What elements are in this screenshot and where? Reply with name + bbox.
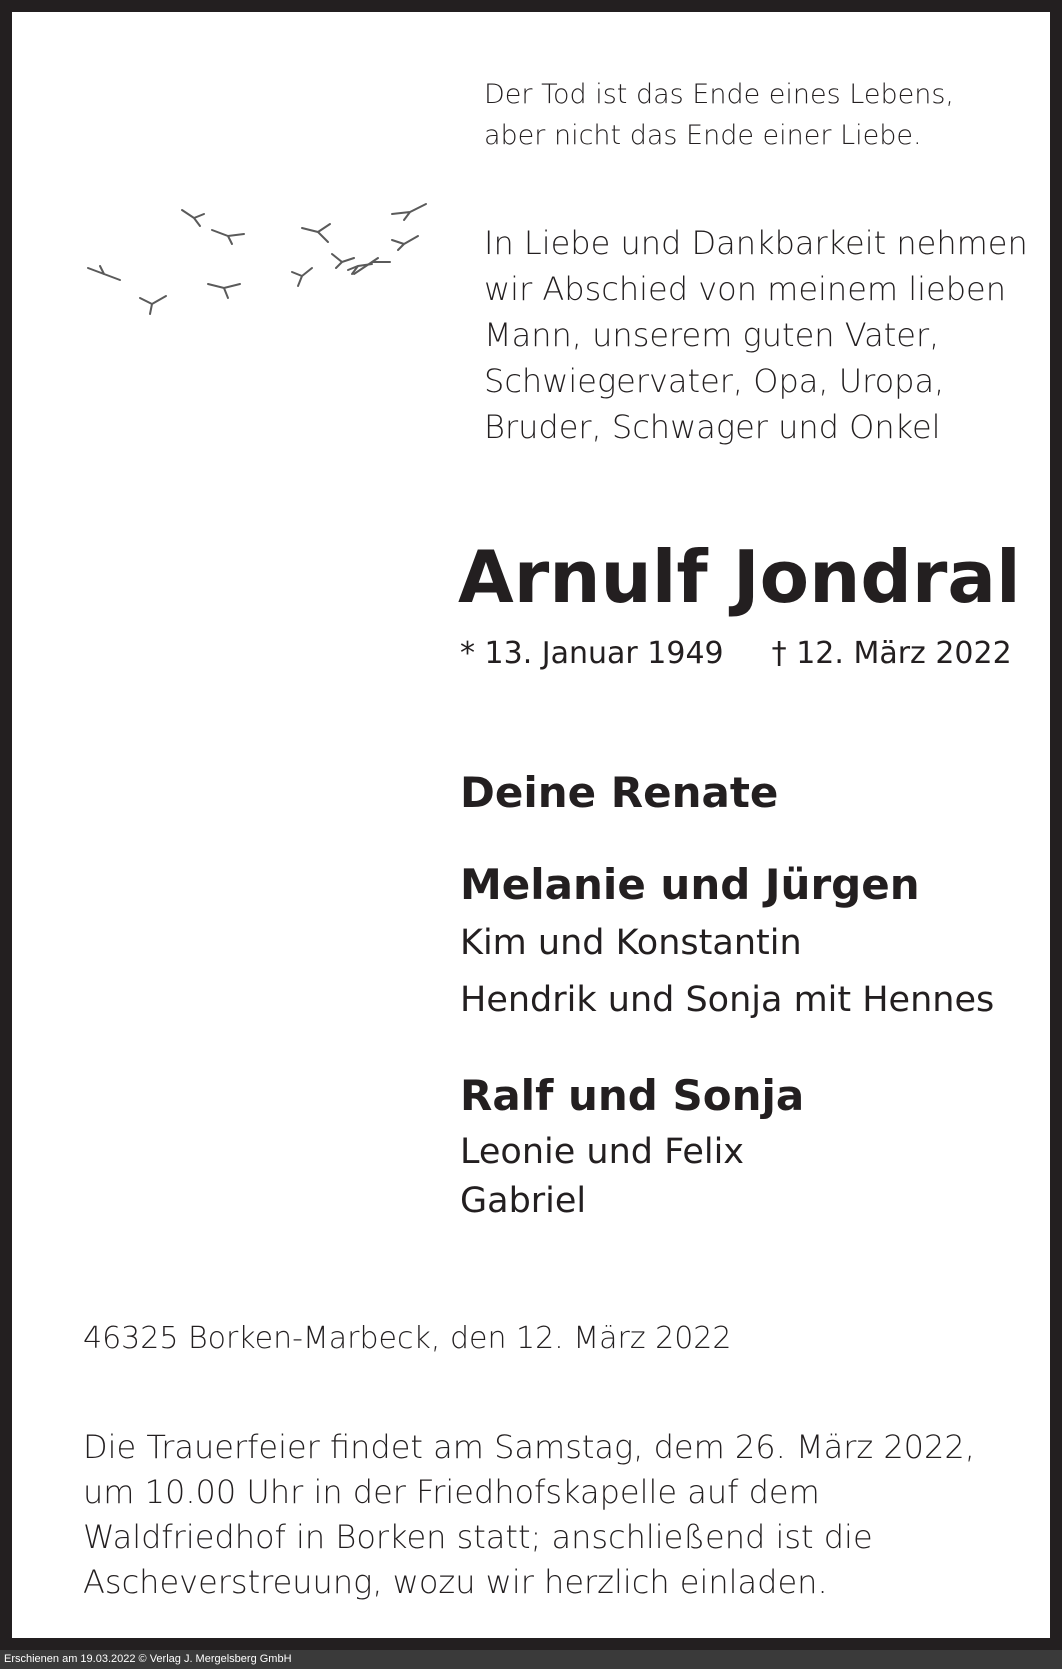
ceremony-notice: Die Trauerfeier findet am Samstag, dem 26. März 2022, um 10.00 Uhr in der Friedhofskapelle auf dem Waldfriedhof in Borken statt; anschließend ist die Ascheverstreuung, wozu wir herzlich einladen. — [83, 1428, 975, 1601]
quote-block — [484, 74, 954, 156]
dedication-line: Schwiegervater, Opa, Uropa, — [484, 362, 945, 400]
place-date: 46325 Borken-Marbeck, den 12. März 2022 — [83, 1321, 732, 1356]
publication-footer: Erschienen am 19.03.2022 © Verlag J. Mergelsberg GmbH — [0, 1650, 1062, 1669]
quote-line: aber nicht das Ende einer Liebe. — [484, 120, 922, 151]
family-member: Gabriel — [460, 1181, 587, 1221]
family-member: Leonie und Felix — [460, 1132, 745, 1172]
death-date: † 12. März 2022 — [771, 636, 1012, 671]
dedication-line: wir Abschied von meinem lieben — [484, 270, 1006, 308]
quote-line: Der Tod ist das Ende eines Lebens, — [484, 79, 954, 110]
family-member: Kim und Konstantin — [460, 923, 802, 963]
birds-flock-icon — [82, 192, 462, 332]
dedication-line: In Liebe und Dankbarkeit nehmen — [484, 224, 1028, 262]
family-head: Ralf und Sonja — [460, 1071, 805, 1120]
family-head: Melanie und Jürgen — [460, 860, 920, 909]
dedication-line: Mann, unserem guten Vater, — [484, 316, 940, 354]
life-dates — [460, 634, 1012, 674]
dedication-line: Bruder, Schwager und Onkel — [484, 408, 941, 446]
family-head: Deine Renate — [460, 768, 779, 817]
birth-date: * 13. Januar 1949 — [460, 636, 724, 671]
family-member: Hendrik und Sonja mit Hennes — [460, 980, 995, 1020]
dedication-block — [484, 220, 1028, 450]
deceased-name: Arnulf Jondral — [458, 535, 1021, 619]
